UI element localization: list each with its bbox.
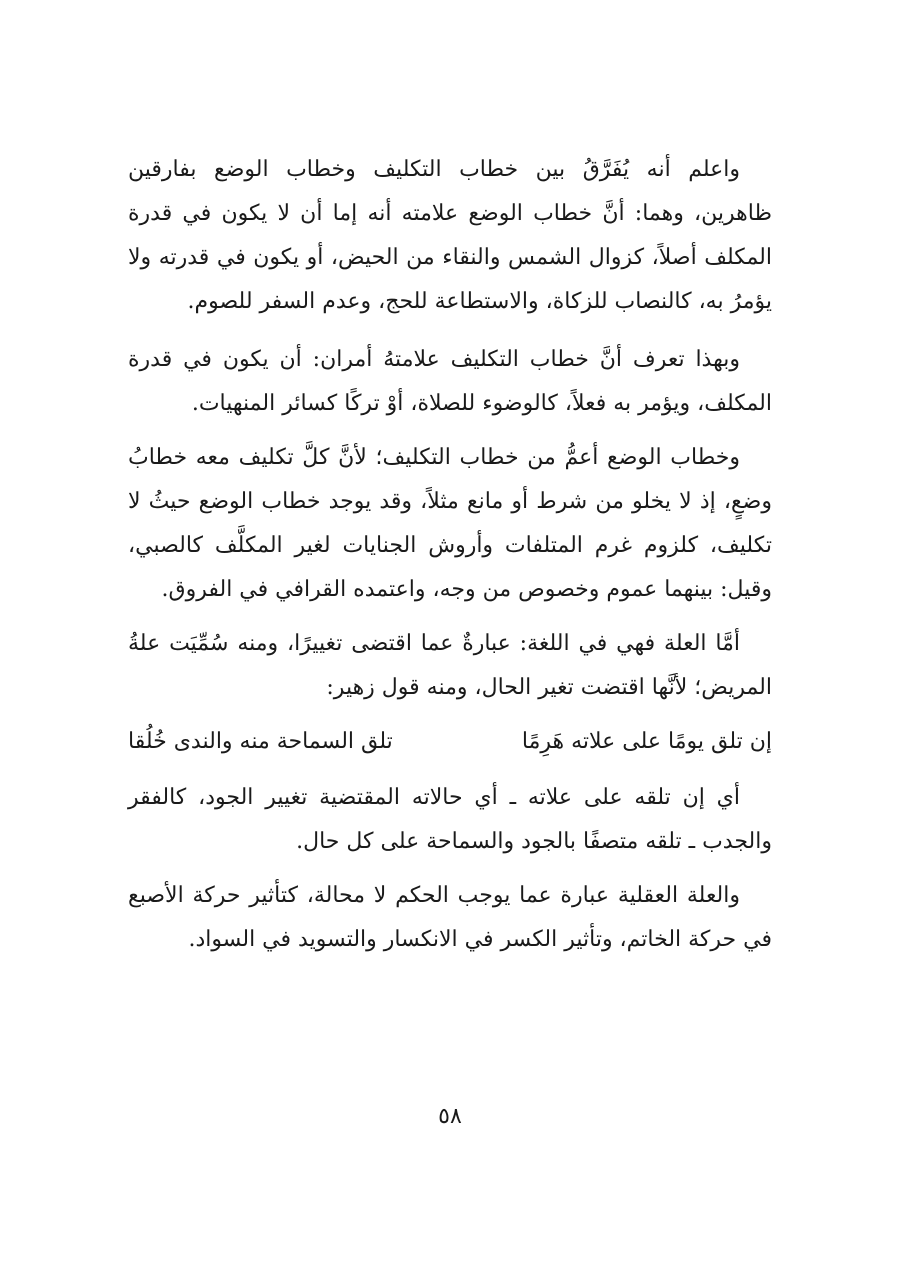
- paragraph-1: واعلم أنه يُفَرَّقُ بين خطاب التكليف وخطاب الوضع بفارقين ظاهرين، وهما: أنَّ خطاب الوضع علامته أنه إما أن لا يكون في قدرة المكلف أصلاً، كزوال الشمس والنقاء من الحيض، أو يكون في قدرته ولا يؤمرُ به، كالنصاب للزكاة، والاستطاعة للحج، وعدم السفر للصوم.: [128, 157, 772, 314]
- paragraph-5: أي إن تلقه على علاته ـ أي حالاته المقتضية تغيير الجود، كالفقر والجدب ـ تلقه متصفًا بالجود والسماحة على كل حال.: [128, 785, 772, 854]
- poetry-verse: [128, 720, 772, 764]
- paragraph-2: وبهذا تعرف أنَّ خطاب التكليف علامتهُ أمران: أن يكون في قدرة المكلف، ويؤمر به فعلاً، كالوضوء للصلاة، أوْ تركًا كسائر المنهيات.: [128, 347, 772, 416]
- verse-second-hemistich: تلق السماحة منه والندى خُلُقا: [128, 729, 393, 754]
- paragraph-3: وخطاب الوضع أعمُّ من خطاب التكليف؛ لأنَّ كلَّ تكليف معه خطابُ وضعٍ، إذ لا يخلو من شرط أو مانع مثلاً، وقد يوجد خطاب الوضع حيثُ لا تكليف، كلزوم غرم المتلفات وأروش الجنايات لغير المكلَّف كالصبي، وقيل: بينهما عموم وخصوص من وجه، واعتمده القرافي في الفروق.: [128, 445, 772, 602]
- paragraph-6: والعلة العقلية عبارة عما يوجب الحكم لا محالة، كتأثير حركة الأصبع في حركة الخاتم، وتأثير الكسر في الانكسار والتسويد في السواد.: [128, 883, 772, 952]
- paragraph-4: أمَّا العلة فهي في اللغة: عبارةٌ عما اقتضى تغييرًا، ومنه سُمِّيَت علةُ المريض؛ لأنَّها اقتضت تغير الحال، ومنه قول زهير:: [128, 631, 772, 700]
- page-number: ٥٨: [438, 1104, 462, 1129]
- page-body: [128, 148, 772, 972]
- verse-first-hemistich: إن تلق يومًا على علاته هَرِمًا: [521, 729, 772, 754]
